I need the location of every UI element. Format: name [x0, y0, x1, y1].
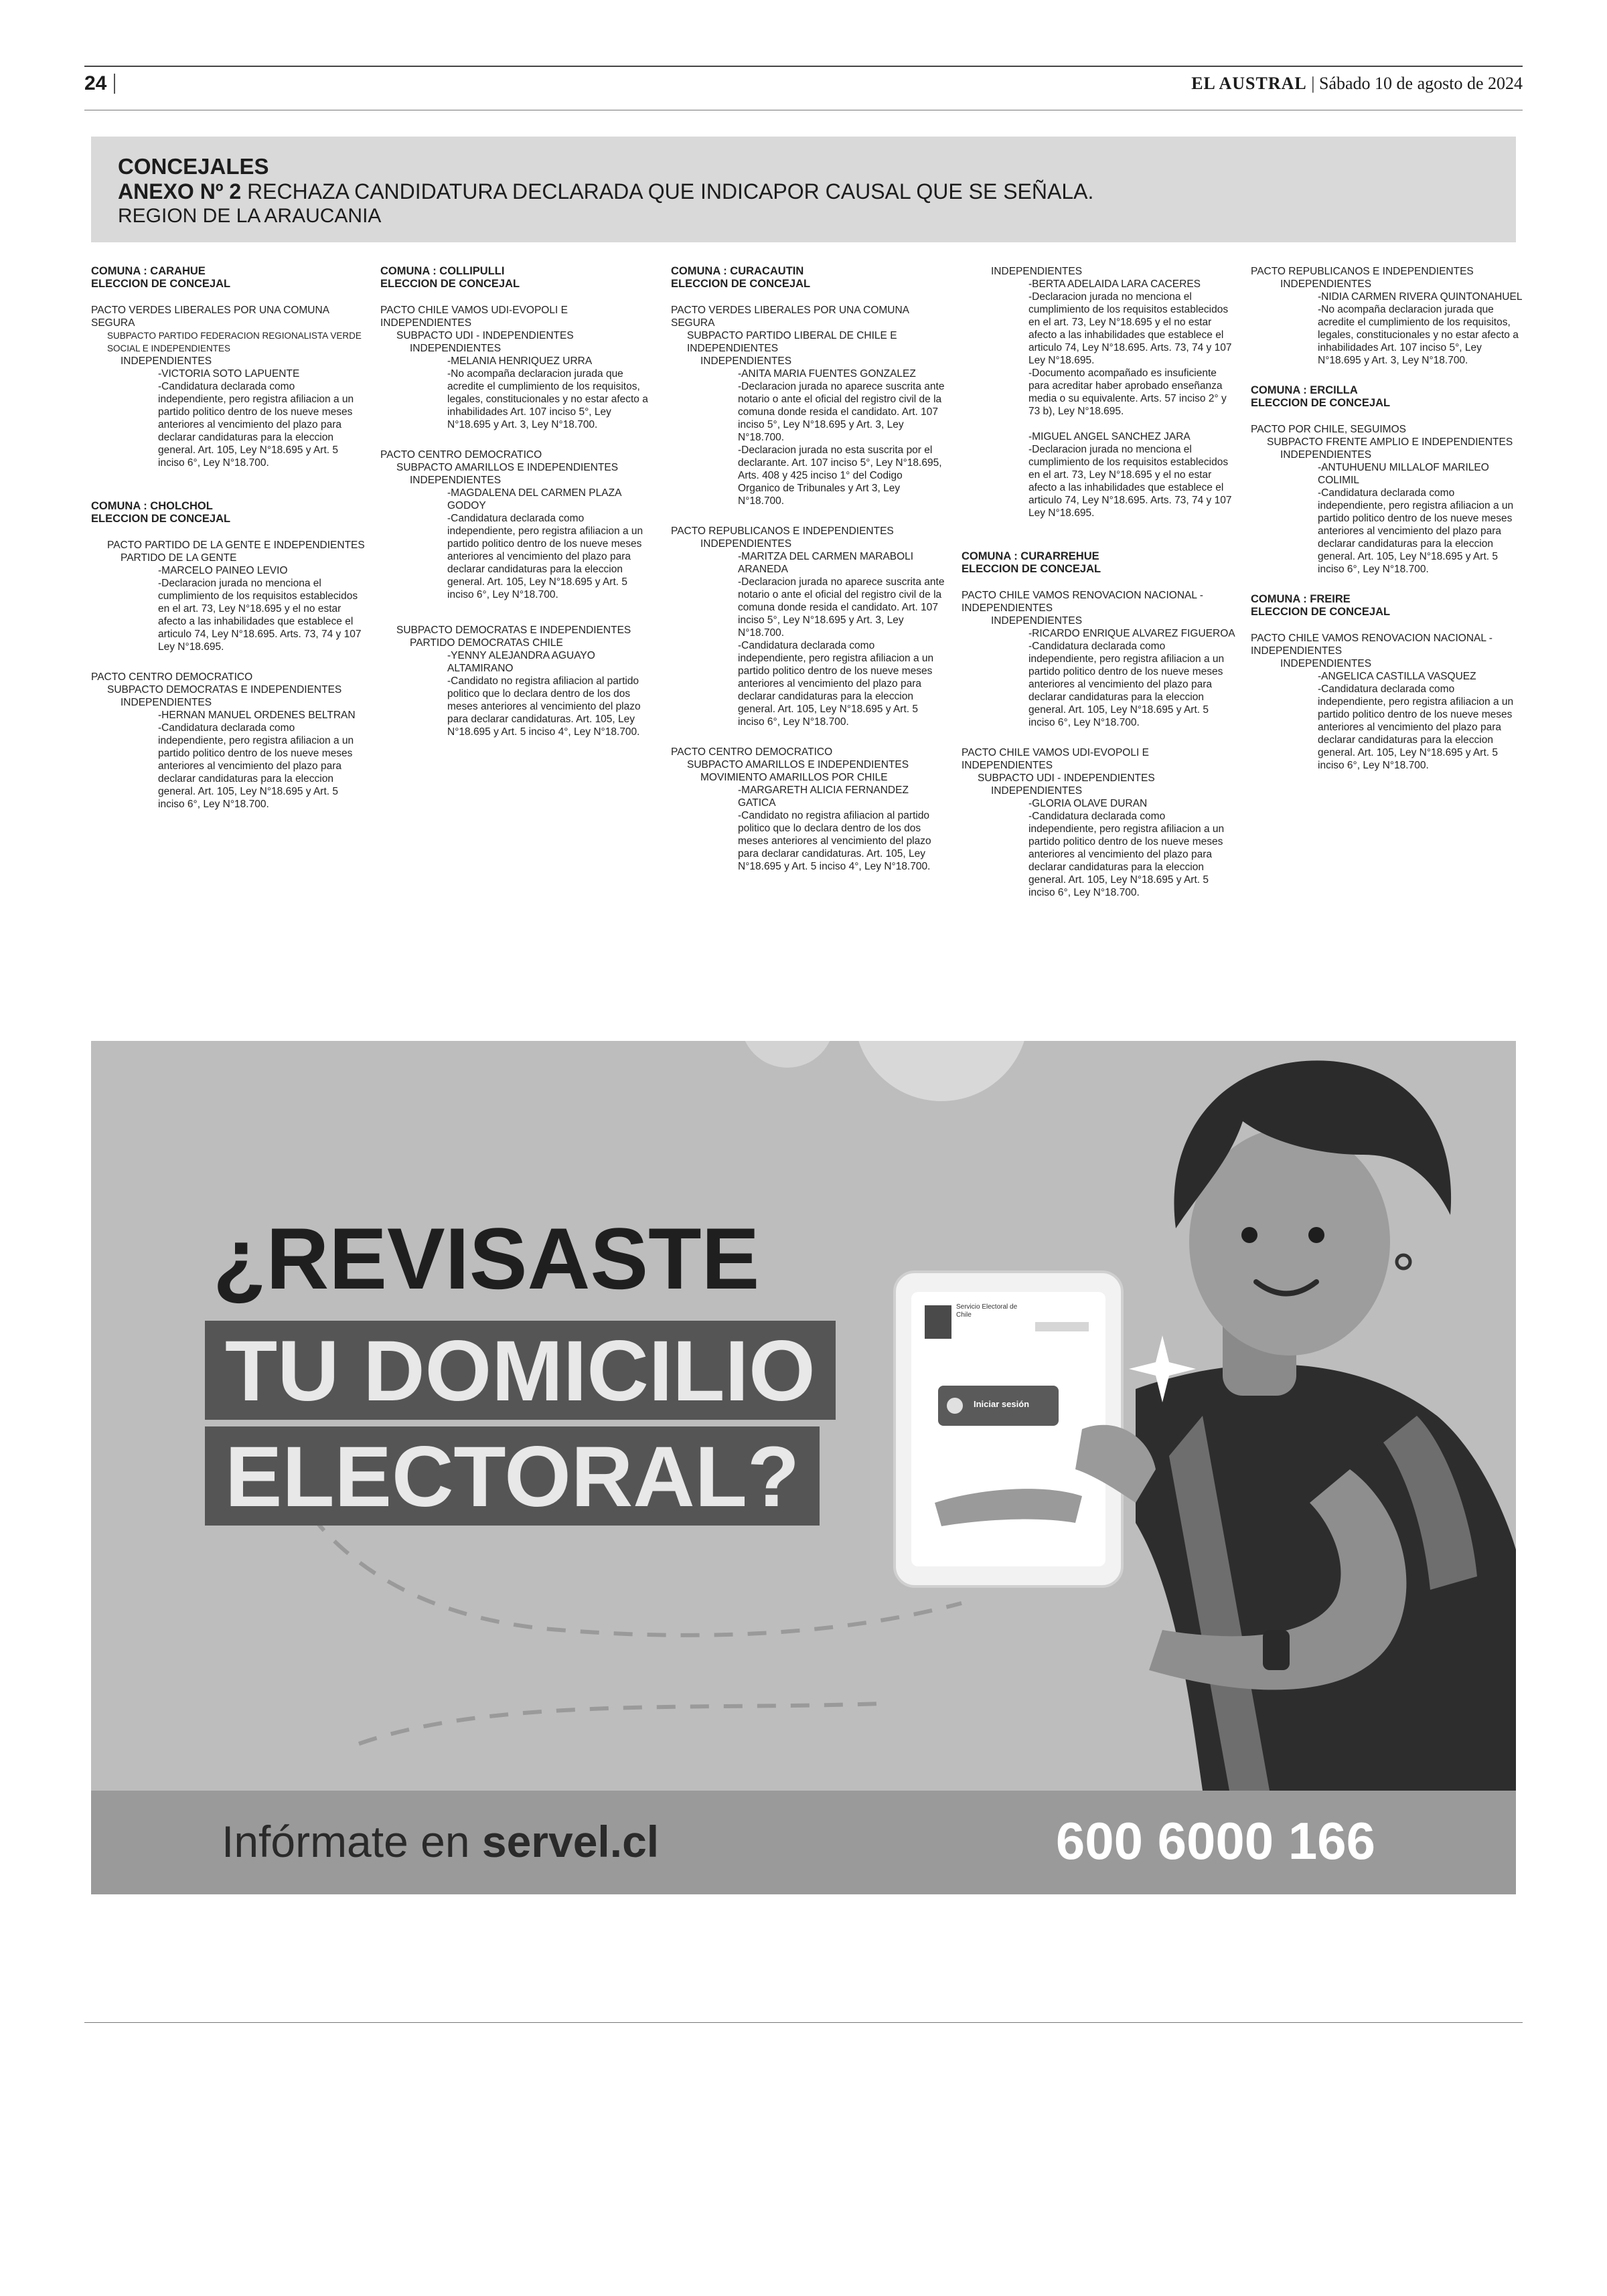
pacto-label: PACTO CHILE VAMOS UDI-EVOPOLI E INDEPENDIENTES — [380, 305, 568, 329]
pacto-label: PACTO CHILE VAMOS UDI-EVOPOLI E INDEPENDIENTES — [962, 747, 1149, 771]
dashed-path — [359, 1704, 881, 1744]
partido-label: PARTIDO DE LA GENTE — [121, 552, 237, 564]
candidate-name: -MELANIA HENRIQUEZ URRA — [447, 355, 593, 367]
rejection-reason: -Declaracion jurada no menciona el cumplimiento de los requisitos establecidos en el art. 73, Ley N°18.695 y el no estar afecto a las inhabilidades que establece el articulo 74, Ley N°18.695. Arts. 73, 74 y 107 Ley N°18.695. — [158, 578, 362, 653]
section-banner — [91, 137, 1516, 242]
rejection-reason: -Candidatura declarada como independiente, pero registra afiliacion a un partido politico dentro de los nueve meses anteriores al vencimiento del plazo para declarar candidaturas para la eleccion general. Art. 105, Ley N°18.695 y Art. 5 inciso 6°, Ley N°18.700. — [158, 381, 354, 469]
partido-label: MOVIMIENTO AMARILLOS POR CHILE — [700, 772, 888, 783]
comuna-heading: COMUNA : ERCILLA — [1251, 384, 1358, 396]
footer-website: servel.cl — [481, 1817, 660, 1866]
pacto-label: PACTO CENTRO DEMOCRATICO — [380, 449, 542, 461]
candidate-entry — [380, 487, 655, 601]
candidate-name: -RICARDO ENRIQUE ALVAREZ FIGUEROA — [1028, 628, 1235, 639]
partido-label: INDEPENDIENTES — [700, 538, 792, 550]
comuna-heading: COMUNA : CHOLCHOL — [91, 500, 213, 512]
candidate-entry — [91, 367, 366, 469]
listing-block — [91, 671, 366, 811]
candidate-name: -MIGUEL ANGEL SANCHEZ JARA — [1028, 431, 1191, 442]
eleccion-heading: ELECCION DE CONCEJAL — [1251, 397, 1391, 409]
listing-block — [671, 746, 945, 873]
candidate-entry — [671, 550, 945, 728]
comuna-heading: COMUNA : FREIRE — [1251, 593, 1351, 605]
pacto-label: PACTO CHILE VAMOS RENOVACION NACIONAL - INDEPENDIENTES — [1251, 633, 1493, 657]
rejection-reason: -Candidatura declarada como independiente, pero registra afiliacion a un partido politico dentro de los nueve meses anteriores al vencimiento del plazo para declarar candidaturas para la eleccion general. Art. 105, Ley N°18.695 y Art. 5 inciso 6°, Ley N°18.700. — [447, 513, 643, 600]
servel-logo — [925, 1305, 951, 1339]
rejection-reason: -Candidatura declarada como independiente, pero registra afiliacion a un partido politico dentro de los nueve meses anteriores al vencimiento del plazo para declarar candidaturas para la eleccion general. Art. 105, Ley N°18.695 y Art. 5 inciso 6°, Ley N°18.700. — [738, 640, 934, 728]
listing-block — [671, 525, 945, 728]
column-5 — [1251, 265, 1525, 789]
ad-headline-1: ¿REVISASTE — [213, 1210, 760, 1307]
rejection-reason: -Declaracion jurada no menciona el cumplimiento de los requisitos establecidos en el art. 73, Ley N°18.695 y el no estar afecto a las inhabilidades que establece el articulo 74, Ley N°18.695. Arts. 73, 74 y 107 Ley N°18.695. — [1028, 291, 1232, 366]
listing-block — [962, 746, 1236, 899]
partido-label: INDEPENDIENTES — [1280, 658, 1372, 669]
listing-block — [962, 550, 1236, 729]
subpacto-label: SUBPACTO UDI - INDEPENDIENTES — [978, 772, 1155, 784]
listing-block — [380, 265, 655, 431]
rejection-reason: -No acompaña declaracion jurada que acredite el cumplimiento de los requisitos, legales, constitucionales y no estar afecto a inhabilidades Art. 107 inciso 5°, Ley N°18.695 y Art. 3, Ley N°18.700. — [447, 368, 648, 430]
listing-block — [1251, 593, 1525, 772]
rejection-reason: -Candidatura declarada como independiente, pero registra afiliacion a un partido politico dentro de los nueve meses anteriores al vencimiento del plazo para declarar candidaturas para la eleccion general. Art. 105, Ley N°18.695 y Art. 5 inciso 6°, Ley N°18.700. — [1028, 641, 1225, 728]
subpacto-label: SUBPACTO PARTIDO LIBERAL DE CHILE E INDEPENDIENTES — [687, 330, 897, 354]
rejection-reason: -Candidatura declarada como independiente, pero registra afiliacion a un partido politico dentro de los nueve meses anteriores al vencimiento del plazo para declarar candidaturas para la eleccion general. Art. 105, Ley N°18.695 y Art. 5 inciso 6°, Ley N°18.700. — [1318, 487, 1514, 575]
candidate-entry — [671, 367, 945, 507]
background-bubble — [741, 1041, 834, 1068]
top-rule — [84, 66, 1523, 67]
masthead — [920, 74, 1523, 94]
partido-label: INDEPENDIENTES — [410, 343, 502, 354]
partido-label: INDEPENDIENTES — [1280, 278, 1372, 290]
pacto-label: PACTO REPUBLICANOS E INDEPENDIENTES — [671, 525, 894, 537]
candidate-entry — [91, 709, 366, 811]
pacto-label: PACTO CENTRO DEMOCRATICO — [671, 746, 833, 758]
subpacto-label: SUBPACTO FRENTE AMPLIO E INDEPENDIENTES — [1267, 436, 1513, 448]
footer-prefix: Infórmate en — [222, 1817, 470, 1866]
partido-label: INDEPENDIENTES — [991, 785, 1083, 797]
ad-headline-3: ELECTORAL? — [205, 1426, 820, 1526]
subpacto-label: SUBPACTO PARTIDO FEDERACION REGIONALISTA VERDE SOCIAL E INDEPENDIENTES — [107, 331, 362, 353]
person-eye — [1241, 1227, 1257, 1243]
rejection-reason: -Declaracion jurada no esta suscrita por el declarante. Art. 107 inciso 5°, Ley N°18.695, Arts. 408 y 425 inciso 1° del Codigo Organico de Tribunales y Art 3, Ley N°18.700. — [738, 444, 942, 507]
issue-date: Sábado 10 de agosto de 2024 — [1318, 74, 1523, 93]
person-bracelet — [1263, 1630, 1290, 1670]
candidate-entry — [962, 278, 1236, 519]
candidate-name: -MARGARETH ALICIA FERNANDEZ GATICA — [738, 785, 909, 809]
candidate-name: -HERNAN MANUEL ORDENES BELTRAN — [158, 710, 356, 721]
eleccion-heading: ELECCION DE CONCEJAL — [91, 513, 231, 525]
rejection-reason: -No acompaña declaracion jurada que acredite el cumplimiento de los requisitos, legales, constitucionales y no estar afecto a inhabilidades Art. 107 inciso 5°, Ley N°18.695 y Art. 3, Ley N°18.700. — [1318, 304, 1519, 366]
tablet-input — [1035, 1322, 1089, 1331]
pacto-label: PACTO POR CHILE, SEGUIMOS — [1251, 424, 1406, 435]
rejection-reason: -Declaracion jurada no menciona el cumplimiento de los requisitos establecidos en el art. 73, Ley N°18.695 y el no estar afecto a las inhabilidades que establece el articulo 74, Ley N°18.695. Arts. 73, 74 y 107 Ley N°18.695. — [1028, 444, 1232, 519]
candidate-name: -ANITA MARIA FUENTES GONZALEZ — [738, 368, 916, 380]
partido-label: INDEPENDIENTES — [1280, 449, 1372, 461]
candidate-name: -ANTUHUENU MILLALOF MARILEO COLIMIL — [1318, 462, 1489, 486]
listing-block — [380, 624, 655, 738]
column-2 — [380, 265, 655, 756]
banner-anexo: ANEXO Nº 2 — [118, 179, 242, 203]
rejection-reason: -Candidatura declarada como independiente, pero registra afiliacion a un partido politico dentro de los nueve meses anteriores al vencimiento del plazo para declarar candidaturas para la eleccion general. Art. 105, Ley N°18.695 y Art. 5 inciso 6°, Ley N°18.700. — [1318, 683, 1514, 771]
banner-title: CONCEJALES — [118, 154, 269, 179]
pacto-label: PACTO VERDES LIBERALES POR UNA COMUNA SEGURA — [91, 305, 329, 329]
candidate-name: -MARITZA DEL CARMEN MARABOLI ARANEDA — [738, 551, 914, 575]
ad-footer-text — [222, 1816, 659, 1867]
person-eye — [1308, 1227, 1324, 1243]
banner-description: RECHAZA CANDIDATURA DECLARADA QUE INDICAPOR CAUSAL QUE SE SEÑALA. — [247, 179, 1094, 203]
subpacto-label: SUBPACTO UDI - INDEPENDIENTES — [396, 330, 574, 341]
login-icon — [947, 1398, 963, 1414]
comuna-heading: COMUNA : COLLIPULLI — [380, 265, 505, 277]
pacto-label: PACTO PARTIDO DE LA GENTE E INDEPENDIENTES — [107, 540, 365, 551]
partido-label: INDEPENDIENTES — [991, 266, 1083, 277]
pacto-label: PACTO VERDES LIBERALES POR UNA COMUNA SEGURA — [671, 305, 909, 329]
listing-block — [91, 500, 366, 653]
candidate-entry — [1251, 291, 1525, 367]
rejection-reason: -Candidatura declarada como independiente, pero registra afiliacion a un partido politico dentro de los nueve meses anteriores al vencimiento del plazo para declarar candidaturas para la eleccion general. Art. 105, Ley N°18.695 y Art. 5 inciso 6°, Ley N°18.700. — [1028, 811, 1225, 898]
newspaper-name: EL AUSTRAL — [1191, 74, 1307, 93]
candidate-name: -YENNY ALEJANDRA AGUAYO ALTAMIRANO — [447, 650, 595, 674]
ad-phone-number: 600 6000 166 — [1055, 1811, 1375, 1870]
rejection-reason: -Declaracion jurada no aparece suscrita ante notario o ante el oficial del registro civil de la comuna donde resida el candidato. Art. 107 inciso 5°, Ley N°18.695 y Art. 3, Ley N°18.700. — [738, 576, 945, 639]
rejection-reason: -Candidato no registra afiliacion al partido politico que lo declara dentro de los dos meses anteriores al vencimiento del plazo para declarar candidaturas. Art. 105, Ley N°18.695 y Art. 5 inciso 4°, Ley N°18.700. — [447, 675, 641, 738]
rejection-reason: -Candidato no registra afiliacion al partido politico que lo declara dentro de los dos meses anteriores al vencimiento del plazo para declarar candidaturas. Art. 105, Ley N°18.695 y Art. 5 inciso 4°, Ley N°18.700. — [738, 810, 931, 872]
masthead-sep: | — [1306, 74, 1319, 93]
rejection-reason: -Candidatura declarada como independiente, pero registra afiliacion a un partido politico dentro de los nueve meses anteriores al vencimiento del plazo para declarar candidaturas para la eleccion general. Art. 105, Ley N°18.695 y Art. 5 inciso 6°, Ley N°18.700. — [158, 722, 354, 810]
page-number: 24 — [84, 72, 107, 94]
comuna-heading: COMUNA : CARAHUE — [91, 265, 206, 277]
candidate-entry — [380, 649, 655, 738]
candidate-name: -NIDIA CARMEN RIVERA QUINTONAHUEL — [1318, 291, 1523, 303]
column-4 — [962, 265, 1236, 916]
candidate-entry — [671, 784, 945, 873]
partido-label: INDEPENDIENTES — [121, 697, 212, 708]
pacto-label: PACTO CHILE VAMOS RENOVACION NACIONAL - INDEPENDIENTES — [962, 590, 1203, 614]
candidate-entry — [91, 564, 366, 653]
candidate-name: -VICTORIA SOTO LAPUENTE — [158, 368, 300, 380]
candidate-name: -BERTA ADELAIDA LARA CACERES — [1028, 278, 1201, 290]
comuna-heading: COMUNA : CURACAUTIN — [671, 265, 804, 277]
candidate-entry — [1251, 670, 1525, 772]
listing-block — [91, 265, 366, 469]
listing-block — [671, 265, 945, 507]
pacto-label: PACTO CENTRO DEMOCRATICO — [91, 671, 253, 683]
candidate-entry — [962, 627, 1236, 729]
eleccion-heading: ELECCION DE CONCEJAL — [962, 563, 1101, 575]
subpacto-label: SUBPACTO DEMOCRATAS E INDEPENDIENTES — [107, 684, 342, 695]
candidate-name: -GLORIA OLAVE DURAN — [1028, 798, 1148, 809]
partido-label: INDEPENDIENTES — [991, 615, 1083, 627]
candidate-entry — [1251, 461, 1525, 576]
partido-label: INDEPENDIENTES — [700, 355, 792, 367]
eleccion-heading: ELECCION DE CONCEJAL — [671, 278, 811, 290]
candidate-entry — [380, 355, 655, 431]
pacto-label: PACTO REPUBLICANOS E INDEPENDIENTES — [1251, 266, 1474, 277]
rejection-reason: -Declaracion jurada no aparece suscrita ante notario o ante el oficial del registro civil de la comuna donde resida el candidato. Art. 107 inciso 5°, Ley N°18.695 y Art. 3, Ley N°18.700. — [738, 381, 945, 443]
column-3 — [671, 265, 945, 890]
eleccion-heading: ELECCION DE CONCEJAL — [380, 278, 520, 290]
listing-block — [380, 448, 655, 601]
rejection-reason: -Documento acompañado es insuficiente para acreditar haber aprobado enseñanza media o su equivalente. Arts. 57 inciso 2° y 73 b), Ley N°18.695. — [1028, 367, 1227, 417]
ad-headline-2: TU DOMICILIO — [205, 1321, 836, 1420]
candidate-name: -ANGELICA CASTILLA VASQUEZ — [1318, 671, 1476, 682]
eleccion-heading: ELECCION DE CONCEJAL — [1251, 606, 1391, 618]
servel-advertisement — [91, 1041, 1516, 1894]
subpacto-label: SUBPACTO AMARILLOS E INDEPENDIENTES — [687, 759, 909, 770]
banner-subtitle — [118, 179, 1093, 204]
tablet-brand: Servicio Electoral de Chile — [956, 1303, 1018, 1319]
partido-label: INDEPENDIENTES — [121, 355, 212, 367]
partido-label: PARTIDO DEMOCRATAS CHILE — [410, 637, 563, 649]
banner-region: REGION DE LA ARAUCANIA — [118, 205, 382, 227]
tablet-button-label: Iniciar sesión — [974, 1399, 1030, 1409]
column-1 — [91, 265, 366, 828]
listing-block — [1251, 265, 1525, 367]
bottom-rule — [84, 2022, 1523, 2023]
candidate-entry — [962, 797, 1236, 899]
person-earring — [1397, 1255, 1410, 1268]
eleccion-heading: ELECCION DE CONCEJAL — [91, 278, 231, 290]
partido-label: INDEPENDIENTES — [410, 475, 502, 486]
subpacto-label: SUBPACTO AMARILLOS E INDEPENDIENTES — [396, 462, 619, 473]
folio-divider — [114, 74, 115, 94]
ad-footer-bar — [91, 1791, 1516, 1894]
candidate-name: -MAGDALENA DEL CARMEN PLAZA GODOY — [447, 487, 621, 511]
listing-block — [962, 265, 1236, 519]
background-bubble — [854, 1041, 1028, 1101]
subpacto-label: SUBPACTO DEMOCRATAS E INDEPENDIENTES — [396, 625, 631, 636]
candidate-name: -MARCELO PAINEO LEVIO — [158, 565, 288, 576]
comuna-heading: COMUNA : CURARREHUE — [962, 550, 1099, 562]
listing-block — [1251, 384, 1525, 576]
